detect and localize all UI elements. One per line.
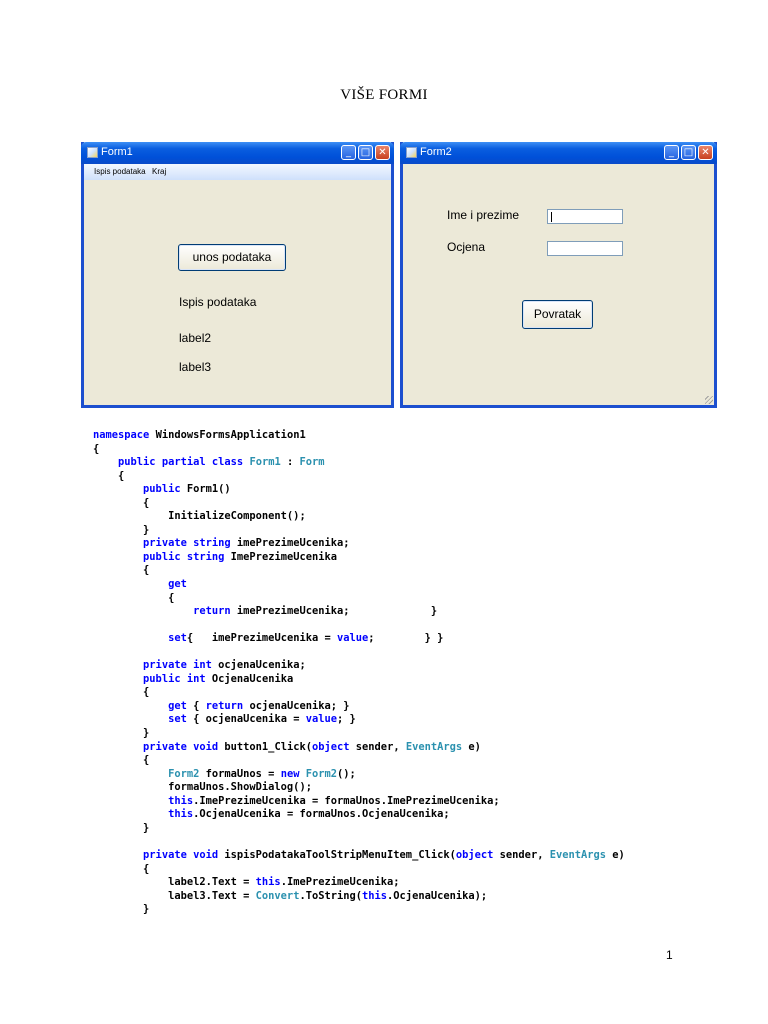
- code-token: ImePrezimeUcenika: [224, 550, 338, 563]
- code-line: [93, 890, 625, 904]
- code-line: [93, 781, 625, 795]
- code-token: [93, 483, 143, 495]
- code-line: [93, 605, 625, 619]
- form2-window-controls: [664, 145, 713, 160]
- code-token: ; } }: [368, 632, 444, 645]
- code-token: {: [93, 442, 100, 455]
- code-token: string: [186, 550, 225, 563]
- code-token: OcjenaUcenika: [205, 672, 294, 685]
- code-line: [93, 537, 625, 551]
- code-token: sender,: [349, 740, 406, 753]
- code-token: {: [93, 469, 125, 482]
- code-token: {: [93, 591, 175, 604]
- code-token: partial: [161, 456, 206, 469]
- code-token: [93, 605, 193, 617]
- code-token: object: [455, 848, 494, 861]
- code-line: [93, 659, 625, 673]
- code-token: .ImePrezimeUcenika;: [280, 876, 400, 889]
- label3: label3: [179, 360, 212, 374]
- code-line: [93, 849, 625, 863]
- maximize-icon[interactable]: □: [358, 145, 373, 160]
- code-line: [93, 835, 625, 849]
- code-token: imePrezimeUcenika; }: [230, 605, 438, 618]
- code-token: ocjenaUcenika; }: [243, 699, 350, 712]
- code-token: EventArgs: [405, 740, 463, 753]
- code-token: return: [193, 605, 231, 618]
- code-token: set: [168, 632, 187, 645]
- code-token: private: [143, 659, 187, 672]
- code-token: label2.Text =: [93, 876, 256, 889]
- code-token: public: [143, 672, 181, 685]
- code-token: .OcjenaUcenika = formaUnos.OcjenaUcenika;: [193, 808, 450, 821]
- code-token: [93, 659, 143, 671]
- code-token: formaUnos =: [199, 767, 281, 780]
- code-token: Form: [299, 456, 325, 469]
- code-line: [93, 619, 625, 633]
- code-token: {: [93, 862, 150, 875]
- page-number: 1: [666, 948, 673, 962]
- code-token: public: [143, 550, 181, 563]
- code-line: [93, 700, 625, 714]
- code-token: ; }: [337, 713, 356, 726]
- code-token: int: [186, 672, 206, 685]
- code-token: {: [186, 699, 206, 712]
- text-caret: [551, 212, 552, 222]
- code-token: EventArgs: [549, 848, 607, 861]
- code-line: [93, 768, 625, 782]
- code-token: {: [93, 686, 150, 699]
- code-token: private: [143, 848, 187, 861]
- code-token: e): [606, 848, 625, 861]
- code-token: .ToString(: [299, 889, 363, 902]
- label-ime-i-prezime: Ime i prezime: [447, 208, 520, 222]
- code-token: {: [93, 754, 150, 767]
- code-token: Form2: [168, 767, 200, 780]
- unos-podataka-button[interactable]: unos podataka: [178, 244, 286, 271]
- code-token: this: [168, 794, 194, 807]
- code-token: { ocjenaUcenika =: [186, 713, 306, 726]
- code-line: [93, 578, 625, 592]
- code-line: [93, 863, 625, 877]
- code-token: int: [193, 659, 212, 672]
- form2-title: Form2: [420, 146, 452, 158]
- code-token: new: [280, 767, 300, 780]
- code-token: [93, 849, 143, 861]
- code-line: [93, 876, 625, 890]
- code-token: [93, 537, 143, 549]
- form2-titlebar[interactable]: [400, 142, 717, 164]
- code-line: [93, 564, 625, 578]
- code-token: get: [168, 578, 187, 591]
- form-app-icon: [406, 147, 417, 158]
- code-token: namespace: [93, 429, 150, 441]
- minimize-icon[interactable]: _: [664, 145, 679, 160]
- code-token: private: [143, 740, 187, 753]
- code-token: [93, 551, 143, 563]
- code-line: [93, 592, 625, 606]
- code-token: [93, 808, 168, 820]
- label-ispis-podataka: Ispis podataka: [179, 295, 257, 309]
- code-token: [93, 700, 168, 712]
- code-token: this: [168, 808, 194, 821]
- code-line: [93, 646, 625, 660]
- code-token: ();: [337, 767, 356, 780]
- code-line: [93, 903, 625, 917]
- code-line: [93, 713, 625, 727]
- code-line: [93, 443, 625, 457]
- code-line: [93, 673, 625, 687]
- code-token: { imePrezimeUcenika =: [186, 632, 337, 645]
- ocjena-input[interactable]: [547, 241, 623, 256]
- code-token: class: [211, 456, 244, 469]
- code-line: [93, 497, 625, 511]
- ime-prezime-input[interactable]: [547, 209, 623, 224]
- code-token: this: [255, 876, 281, 889]
- code-token: [93, 741, 143, 753]
- code-token: formaUnos.ShowDialog();: [93, 781, 312, 794]
- code-line: [93, 686, 625, 700]
- code-token: void: [193, 740, 219, 753]
- code-token: void: [193, 848, 219, 861]
- code-token: :: [280, 456, 300, 469]
- code-token: set: [168, 713, 187, 726]
- code-token: Form1: [249, 456, 281, 469]
- code-token: get: [168, 699, 187, 712]
- code-token: label3.Text =: [93, 889, 256, 902]
- code-line: [93, 429, 625, 443]
- code-token: value: [305, 713, 337, 726]
- code-line: [93, 808, 625, 822]
- form1-title: Form1: [101, 146, 133, 158]
- label-ocjena: Ocjena: [447, 240, 486, 254]
- form1-menubar: [84, 164, 391, 180]
- code-line: [93, 727, 625, 741]
- minimize-icon[interactable]: _: [341, 145, 356, 160]
- code-token: e): [462, 740, 481, 753]
- code-token: object: [311, 740, 350, 753]
- code-token: value: [337, 632, 369, 645]
- code-token: [93, 632, 168, 644]
- form1-window: [81, 142, 394, 408]
- menu-item-ispis-podataka[interactable]: Ispis podataka: [94, 167, 146, 176]
- code-token: ocjenaUcenika;: [211, 659, 306, 672]
- code-token: .ImePrezimeUcenika = formaUnos.ImePrezimeUcenika;: [193, 794, 500, 807]
- code-token: [93, 795, 168, 807]
- code-token: {: [93, 496, 150, 509]
- code-token: [93, 768, 168, 780]
- code-token: [93, 673, 143, 685]
- code-token: [93, 456, 118, 468]
- code-token: ispisPodatakaToolStripMenuItem_Click(: [218, 848, 456, 861]
- code-token: this: [362, 889, 388, 902]
- document-title: VIŠE FORMI: [340, 87, 428, 103]
- code-token: }: [93, 523, 150, 536]
- code-token: }: [93, 903, 150, 916]
- code-token: button1_Click(: [218, 740, 312, 753]
- code-token: return: [205, 699, 244, 712]
- code-token: }: [93, 727, 150, 740]
- code-token: Form2: [305, 767, 338, 780]
- code-token: string: [193, 537, 231, 550]
- code-token: [93, 713, 168, 725]
- code-line: [93, 551, 625, 565]
- code-line: [93, 510, 625, 524]
- resize-grip-icon[interactable]: [705, 396, 713, 404]
- code-line: [93, 754, 625, 768]
- close-icon[interactable]: ✕: [375, 145, 390, 160]
- code-token: {: [93, 564, 150, 577]
- code-token: InitializeComponent();: [93, 510, 306, 523]
- code-token: }: [93, 821, 150, 834]
- label2: label2: [179, 331, 212, 345]
- code-token: [93, 578, 168, 590]
- code-line: [93, 822, 625, 836]
- code-token: sender,: [493, 848, 550, 861]
- code-token: WindowsFormsApplication1: [149, 429, 306, 441]
- code-line: [93, 456, 625, 470]
- maximize-icon[interactable]: □: [681, 145, 696, 160]
- code-line: [93, 632, 625, 646]
- code-listing: [93, 429, 625, 917]
- code-token: public: [118, 456, 156, 469]
- menu-item-kraj[interactable]: Kraj: [152, 167, 167, 176]
- code-token: private: [143, 537, 187, 550]
- form1-window-controls: [341, 145, 390, 160]
- form1-titlebar[interactable]: [81, 142, 394, 164]
- code-line: [93, 795, 625, 809]
- code-token: Form1(): [180, 483, 231, 496]
- code-token: Convert: [255, 889, 300, 902]
- code-token: .OcjenaUcenika);: [387, 889, 488, 902]
- code-line: [93, 470, 625, 484]
- code-line: [93, 483, 625, 497]
- code-token: public: [143, 483, 181, 496]
- form2-window: [400, 142, 717, 408]
- code-token: imePrezimeUcenika;: [230, 537, 350, 550]
- code-line: [93, 741, 625, 755]
- povratak-button[interactable]: Povratak: [522, 300, 593, 329]
- close-icon[interactable]: ✕: [698, 145, 713, 160]
- code-line: [93, 524, 625, 538]
- form-app-icon: [87, 147, 98, 158]
